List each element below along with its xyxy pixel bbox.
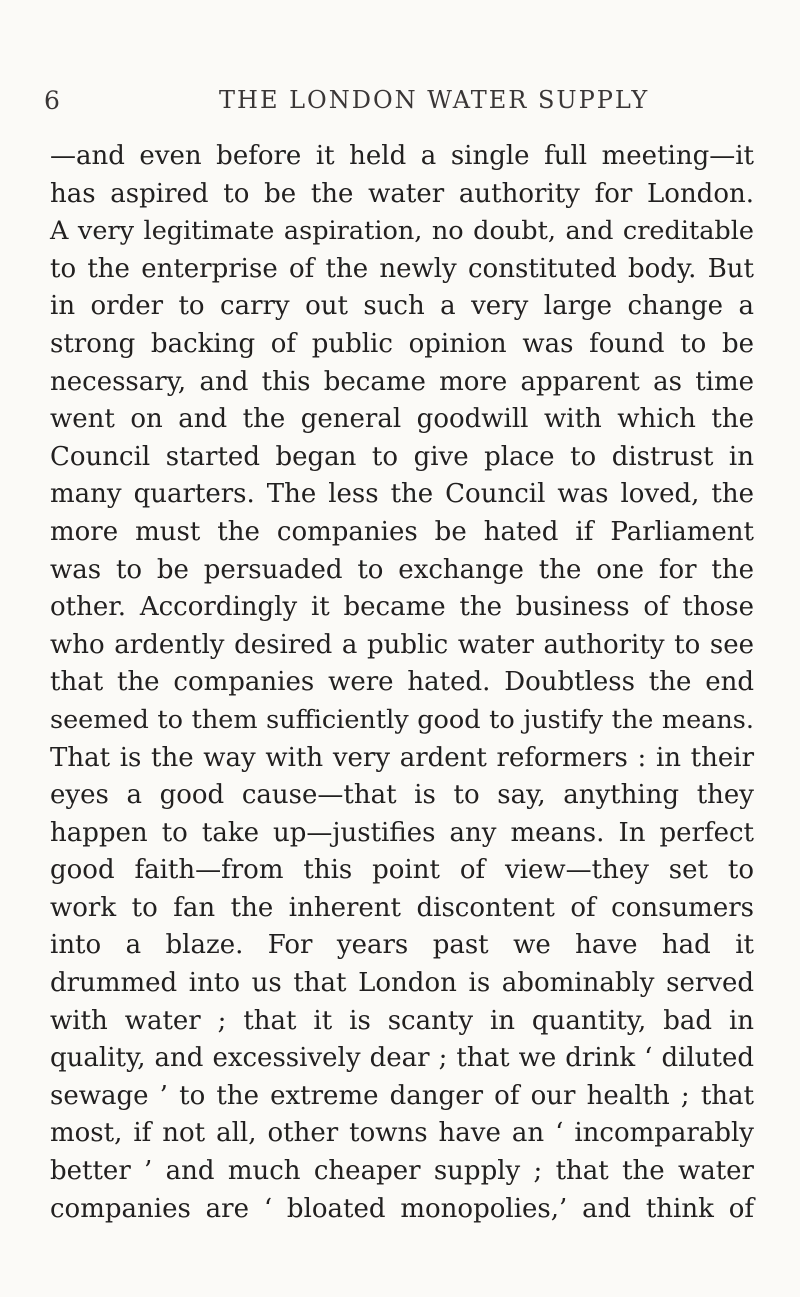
text-line: A very legitimate aspiration, no doubt, and creditable (50, 216, 754, 247)
text-line: strong backing of public opinion was found to be (50, 328, 754, 359)
text-line: was to be persuaded to exchange the one for the (50, 554, 754, 585)
text-line: went on and the general goodwill with which the (50, 404, 754, 435)
page-number: 6 (44, 86, 60, 115)
text-line: necessary, and this became more apparent as time (50, 366, 754, 397)
text-line: drummed into us that London is abominably served (50, 968, 754, 999)
text-line: happen to take up—justifies any means. In perfect (50, 817, 754, 848)
running-head (44, 86, 744, 120)
text-line: to the enterprise of the newly constituted body. But (50, 253, 754, 284)
text-line: other. Accordingly it became the business of those (50, 592, 754, 623)
text-line: Council started began to give place to distrust in (50, 441, 754, 472)
text-line: more must the companies be hated if Parliament (50, 516, 754, 547)
text-line: into a blaze. For years past we have had it (50, 930, 754, 961)
text-line: in order to carry out such a very large change a (50, 291, 754, 322)
text-line: most, if not all, other towns have an ‘ incomparably (50, 1118, 754, 1149)
text-line: seemed to them sufficiently good to justify the means. (50, 704, 754, 735)
text-line: quality, and excessively dear ; that we drink ‘ diluted (50, 1043, 754, 1074)
text-line: sewage ’ to the extreme danger of our health ; that (50, 1080, 754, 1111)
text-line: companies are ‘ bloated monopolies,’ and think of (50, 1193, 754, 1224)
text-line: has aspired to be the water authority for London. (50, 178, 754, 209)
text-line: many quarters. The less the Council was loved, the (50, 479, 754, 510)
text-line: better ’ and much cheaper supply ; that the water (50, 1156, 754, 1187)
text-line: who ardently desired a public water authority to see (50, 629, 754, 660)
text-line: That is the way with very ardent reformers : in their (50, 742, 754, 773)
text-line: eyes a good cause—that is to say, anything they (50, 780, 754, 811)
text-line: —and even before it held a single full meeting—it (50, 141, 754, 171)
text-line: work to fan the inherent discontent of consumers (50, 892, 754, 923)
text-line: good faith—from this point of view—they set to (50, 855, 754, 886)
text-line: with water ; that it is scanty in quantity, bad in (50, 1005, 754, 1036)
running-title: THE LONDON WATER SUPPLY (219, 86, 650, 114)
text-line: that the companies were hated. Doubtless the end (50, 667, 754, 698)
body-text (50, 138, 754, 1228)
